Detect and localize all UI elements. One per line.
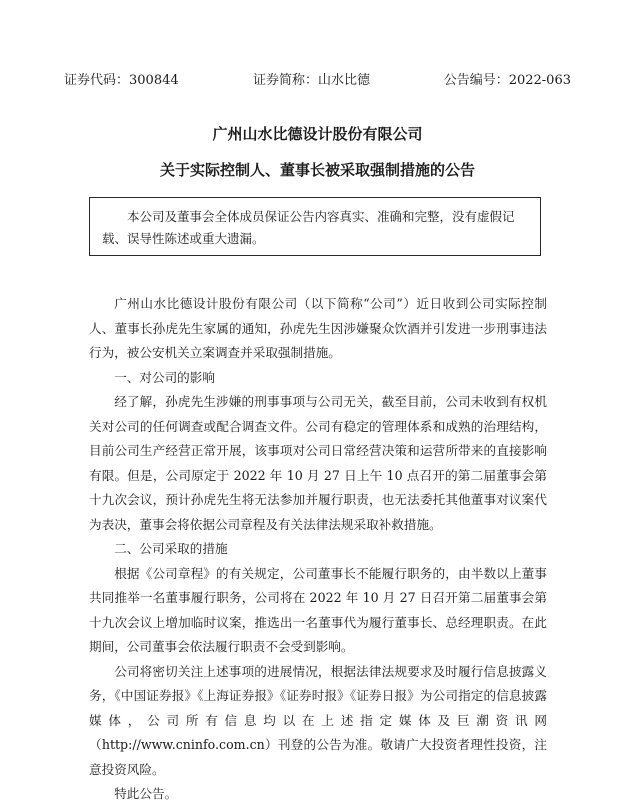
closing-statement: 特此公告。 (114, 786, 178, 801)
section-heading-measures: 二、公司采取的措施 (114, 541, 228, 556)
company-title: 广州山水比德设计股份有限公司 (212, 125, 423, 143)
announcement-title: 关于实际控制人、董事长被采取强制措施的公告 (159, 161, 475, 179)
section-heading-impact: 一、对公司的影响 (114, 369, 215, 385)
intro-paragraph: 广州山水比德设计股份有限公司（以下简称“公司”）近日收到公司实际控制人、董事长孙虎先生家属的通知，孙虎先生因涉嫌聚众饮酒并引发进一步刑事违法行为，被公安机关立案调查并采取强制措施。 (89, 296, 547, 360)
announcement-header (64, 71, 571, 91)
board-guarantee-notice (89, 197, 541, 256)
announcement-body (89, 292, 547, 807)
disclosure-paragraph: 公司将密切关注上述事项的进展情况，根据法律法规要求及时履行信息披露义务，《中国证券报》《上海证券报》《证券时报》《证券日报》为公司指定的信息披露媒体，公司所有信息均以在上述指定媒体及巨潮资讯网（http://www.cninfo.com.cn）刊登的公告为准。敬请广大投资者理性投资，注意投资风险。 (89, 663, 547, 777)
stock-abbreviation: 证券简称：山水比德 (253, 73, 371, 88)
impact-paragraph: 经了解，孙虎先生涉嫌的刑事事项与公司无关，截至目前，公司未收到有权机关对公司的任何调查或配合调查文件。公司有稳定的管理体系和成熟的治理结构，目前公司生产经营正常开展，该事项对公司日常经营决策和运营所带来的直接影响有限。但是，公司原定于 2022 年 10 月 27 日上午 10 点召开的第二届董事会第十九次会议，预计孙虎先生将无法参加并履行职责，也无法委托其他董事对议案代为表决，董事会将依据公司章程及有关法律法规采取补救措施。 (89, 394, 547, 532)
announcement-number: 公告编号：2022-063 (443, 73, 571, 88)
measures-paragraph: 根据《公司章程》的有关规定，公司董事长不能履行职务的，由半数以上董事共同推举一名董事履行职务，公司将在 2022 年 10 月 27 日召开第二届董事会第十九次会议上增加临时议案，推选出一名董事代为履行董事长、总经理职责。在此期间，公司董事会依法履行职责不会受到影响。 (89, 565, 547, 654)
stock-code: 证券代码：300844 (64, 73, 179, 88)
notice-text: 本公司及董事会全体成员保证公告内容真实、准确和完整，没有虚假记载、误导性陈述或重大遗漏。 (102, 209, 515, 246)
